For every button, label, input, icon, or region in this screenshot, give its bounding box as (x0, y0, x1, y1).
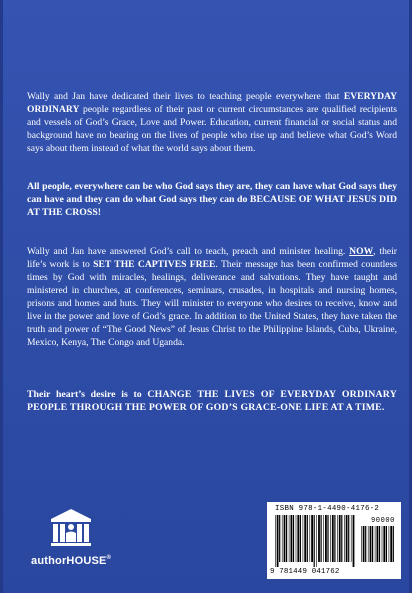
barcode-bar (275, 515, 276, 567)
publisher-logo (31, 508, 121, 572)
barcode-bar (296, 515, 297, 562)
barcode-bar (341, 515, 342, 562)
barcode-bar (339, 515, 341, 562)
barcode-bar (368, 526, 369, 562)
barcode-bar (372, 526, 373, 562)
barcode-bar (318, 515, 320, 562)
barcode-bar (300, 515, 301, 562)
authorhouse-logo-icon (49, 508, 93, 548)
barcode-bar (277, 515, 279, 567)
emphasis-text: CHANGE THE LIVES OF EVERYDAY ORDINARY PEOPLE THROUGH THE POWER OF GOD’S GRACE-ONE LIFE AT A TIME. (27, 389, 397, 414)
emphasis-text: SET THE CAPTIVES FREE (93, 259, 216, 270)
barcode-bar (361, 526, 362, 562)
barcode-bar (346, 515, 348, 562)
barcode-bar (327, 515, 328, 562)
paragraph-text: . Their message has been confirmed countless times by God with miracles, healings, deliverance and salvations. They have taught and ministered in churches, at conferences, seminars, crusades, in hospitals and nursing homes, prisons and homes and huts. They will minister to everyone who desires to receive, know and live in the power and love of God’s grace. In addition to the United States, they have taken the truth and power of “The Good News” of Jesus Christ to the Philippine Islands, Cuba, Ukraine, Mexico, Kenya, The Congo and Uganda. (27, 259, 398, 348)
barcode-bar (393, 526, 394, 562)
barcode-bar (351, 515, 352, 562)
barcode-bar (291, 515, 293, 562)
paragraph-text: Wally and Jan have answered God’s call to teach, preach and minister healing. (27, 246, 350, 257)
barcode-bar (383, 526, 385, 562)
paragraph-declaration: All people, everywhere can be who God says they are, they can have what God says they can have and they can do what God says they can do BECAUSE OF WHAT JESUS DID AT THE CROSS! (27, 181, 397, 219)
barcode-bar (363, 526, 365, 562)
barcode-bar (293, 515, 294, 562)
barcode-bar (289, 515, 290, 562)
barcode-bar (297, 515, 299, 562)
barcode-bar (382, 526, 383, 562)
barcode-bar (303, 515, 304, 562)
barcode-bar (282, 515, 283, 562)
paragraph-ministry (27, 245, 397, 349)
barcode-bar (386, 526, 387, 562)
barcode-bar (311, 515, 313, 562)
barcode-bar (344, 515, 345, 562)
barcode-bar (377, 526, 379, 562)
barcode-bar (284, 515, 286, 562)
barcode-bar (321, 515, 322, 562)
barcode-bar (286, 515, 287, 562)
paragraph-text: , their life’s work is to (27, 246, 397, 270)
emphasis-now: NOW (349, 246, 374, 257)
emphasis-text: EVERYDAY ORDINARY (27, 91, 397, 115)
barcode-main-bars (275, 515, 355, 567)
barcode-bar (348, 515, 349, 562)
barcode-bar (370, 526, 372, 562)
paragraph-text: Their heart’s desire is to (27, 389, 148, 400)
barcode-bar (304, 515, 306, 562)
paragraph-dedication (27, 90, 397, 155)
barcode-bar (375, 526, 376, 562)
ean-number: 9 781449 041762 (270, 568, 340, 576)
barcode-bar (325, 515, 327, 562)
barcode-bar (353, 515, 355, 567)
isbn-barcode (267, 502, 401, 579)
barcode-bar (332, 515, 334, 562)
barcode-bar (310, 515, 311, 562)
paragraph-text: Wally and Jan have dedicated their lives to teaching people everywhere that (27, 91, 344, 102)
barcode-bar (279, 515, 280, 562)
barcode-bar (365, 526, 366, 562)
barcode-bar (389, 526, 390, 562)
barcode-bar (316, 515, 317, 567)
barcode-bar (323, 515, 324, 562)
paragraph-text: people regardless of their past or current circumstances are qualified recipients and vessels of God’s Grace, Love and Power. Education, current financial or social status and background have no bearing on the lives of people who rise up and believe what God’s Word says about them instead of what the world says about them. (27, 104, 397, 154)
barcode-bar (307, 515, 308, 562)
publisher-name: authorHOUSE® (31, 555, 112, 567)
price-code: 90000 (370, 517, 395, 525)
barcode-bar (330, 515, 331, 562)
barcode-bar (379, 526, 380, 562)
paragraph-heart-desire (27, 388, 397, 415)
barcode-bar (337, 515, 338, 562)
barcode-bar (334, 515, 335, 562)
barcode-addon-bars (361, 526, 395, 567)
barcode-bar (390, 526, 392, 562)
barcode-bar (314, 515, 315, 567)
isbn-number: ISBN 978-1-4490-4176-2 (275, 505, 380, 513)
